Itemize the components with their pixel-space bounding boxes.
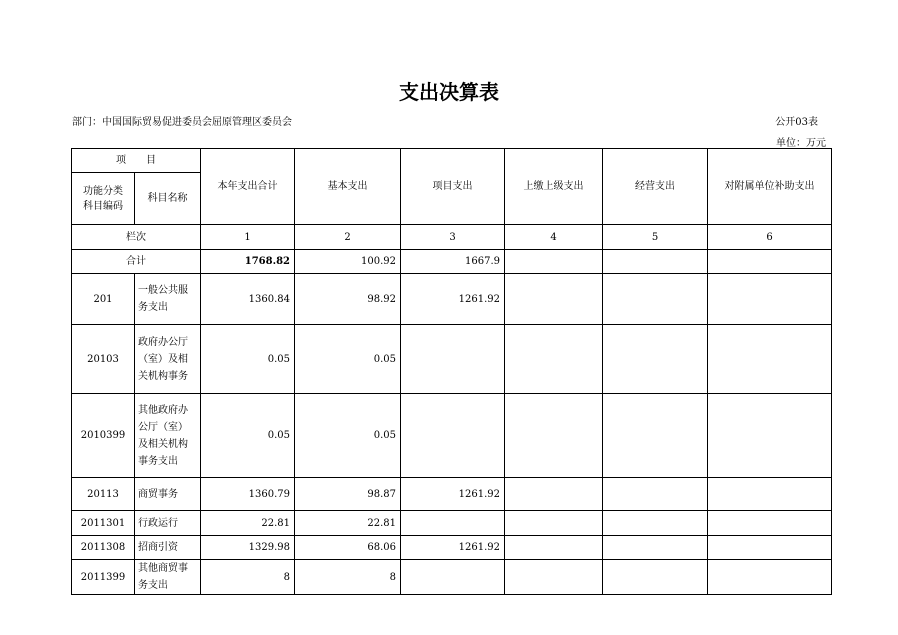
total-value: [505, 250, 603, 274]
amount-cell: [708, 536, 832, 560]
total-value: [603, 250, 708, 274]
amount-cell: [603, 560, 708, 595]
total-value: 1768.82: [201, 250, 295, 274]
amount-cell: [401, 560, 505, 595]
subject-name-cell: 其他政府办公厅（室）及相关机构事务支出: [135, 394, 201, 478]
amount-cell: 1261.92: [401, 478, 505, 511]
amount-cell: [505, 511, 603, 536]
total-value: 100.92: [295, 250, 401, 274]
index-number: 5: [603, 225, 708, 250]
amount-cell: [708, 560, 832, 595]
index-label: 栏次: [72, 225, 201, 250]
index-number: 3: [401, 225, 505, 250]
amount-cell: 68.06: [295, 536, 401, 560]
amount-cell: 0.05: [201, 325, 295, 394]
amount-cell: [505, 536, 603, 560]
amount-cell: 22.81: [201, 511, 295, 536]
amount-cell: 1360.84: [201, 274, 295, 325]
subject-name-cell: 其他商贸事务支出: [135, 560, 201, 595]
amount-cell: [708, 478, 832, 511]
col-header-project: 项目支出: [401, 149, 505, 225]
amount-cell: [708, 394, 832, 478]
index-number: 1: [201, 225, 295, 250]
amount-cell: 1329.98: [201, 536, 295, 560]
department-label: 部门：中国国际贸易促进委员会屈原管理区委员会: [72, 117, 292, 128]
amount-cell: [708, 274, 832, 325]
amount-cell: [401, 511, 505, 536]
header-row-1: [72, 149, 832, 173]
total-value: 1667.9: [401, 250, 505, 274]
form-id: 公开03表: [775, 117, 818, 128]
amount-cell: 8: [295, 560, 401, 595]
amount-cell: 8: [201, 560, 295, 595]
func-code-cell: 2011301: [72, 511, 135, 536]
func-code-cell: 20103: [72, 325, 135, 394]
subject-name-cell: 政府办公厅（室）及相关机构事务: [135, 325, 201, 394]
amount-cell: [505, 560, 603, 595]
func-code-cell: 2011308: [72, 536, 135, 560]
amount-cell: [708, 325, 832, 394]
subject-name-cell: 招商引资: [135, 536, 201, 560]
amount-cell: [603, 511, 708, 536]
func-code-cell: 201: [72, 274, 135, 325]
table-row: [72, 478, 832, 511]
amount-cell: [603, 325, 708, 394]
func-code-cell: 2010399: [72, 394, 135, 478]
table-row: [72, 325, 832, 394]
col-header-total: 本年支出合计: [201, 149, 295, 225]
amount-cell: [603, 394, 708, 478]
amount-cell: 0.05: [295, 394, 401, 478]
index-number: 4: [505, 225, 603, 250]
amount-cell: 22.81: [295, 511, 401, 536]
table-row: [72, 394, 832, 478]
amount-cell: 1360.79: [201, 478, 295, 511]
col-header-operating: 经营支出: [603, 149, 708, 225]
func-code-cell: 2011399: [72, 560, 135, 595]
amount-cell: 1261.92: [401, 536, 505, 560]
table-row: [72, 536, 832, 560]
project-header: 项 目: [72, 149, 201, 173]
table-row: [72, 511, 832, 536]
index-row: [72, 225, 832, 250]
amount-cell: [603, 478, 708, 511]
amount-cell: 1261.92: [401, 274, 505, 325]
subject-name-cell: 商贸事务: [135, 478, 201, 511]
total-label: 合计: [72, 250, 201, 274]
func-code-cell: 20113: [72, 478, 135, 511]
amount-cell: [401, 394, 505, 478]
amount-cell: [603, 274, 708, 325]
col-header-remit: 上缴上级支出: [505, 149, 603, 225]
total-value: [708, 250, 832, 274]
amount-cell: [505, 478, 603, 511]
amount-cell: [505, 325, 603, 394]
col-header-subsidy: 对附属单位补助支出: [708, 149, 832, 225]
amount-cell: 98.87: [295, 478, 401, 511]
amount-cell: [708, 511, 832, 536]
index-number: 6: [708, 225, 832, 250]
table-row: [72, 560, 832, 595]
expenditure-table: [71, 148, 832, 595]
page-title: 支出决算表: [399, 80, 499, 104]
index-number: 2: [295, 225, 401, 250]
func-code-header: 功能分类科目编码: [72, 173, 135, 225]
col-header-basic: 基本支出: [295, 149, 401, 225]
amount-cell: [401, 325, 505, 394]
amount-cell: 0.05: [295, 325, 401, 394]
amount-cell: [603, 536, 708, 560]
total-row: [72, 250, 832, 274]
subject-name-header: 科目名称: [135, 173, 201, 225]
amount-cell: 98.92: [295, 274, 401, 325]
table-row: [72, 274, 832, 325]
subject-name-cell: 一般公共服务支出: [135, 274, 201, 325]
subject-name-cell: 行政运行: [135, 511, 201, 536]
unit-label: 单位：万元: [776, 138, 826, 149]
amount-cell: [505, 394, 603, 478]
amount-cell: [505, 274, 603, 325]
amount-cell: 0.05: [201, 394, 295, 478]
